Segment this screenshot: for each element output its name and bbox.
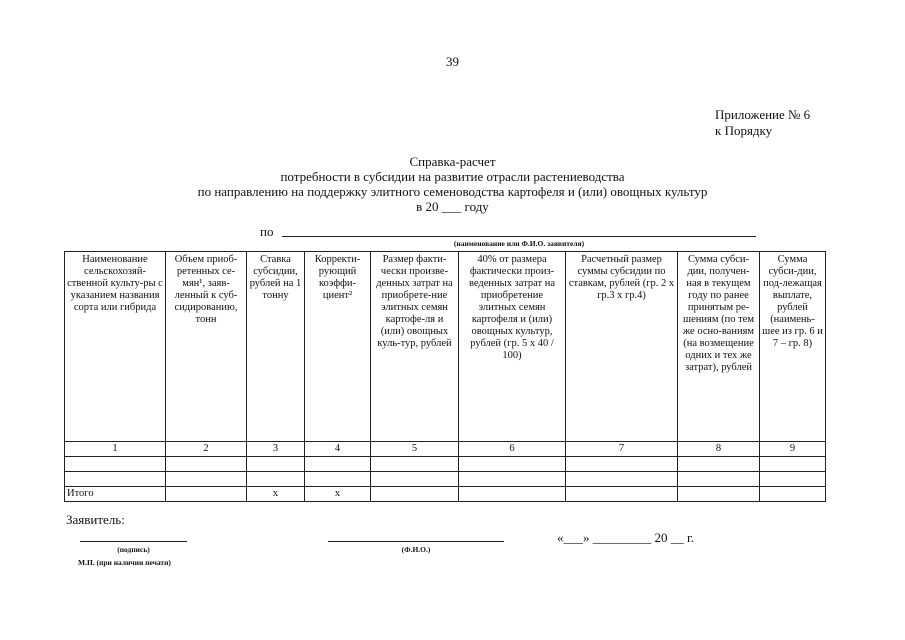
table-header-row: [65, 252, 826, 442]
date-field[interactable]: «___» _________ 20 __ г.: [557, 530, 695, 545]
table-cell[interactable]: [247, 472, 305, 487]
total-cell[interactable]: [371, 487, 459, 502]
total-label: Итого: [65, 487, 166, 502]
header-cell-6: 40% от размера фактически произ-веденных затрат на приобретение элитных семян картофеля и (или) овощных культур, рублей (гр. 5 х 40 / 100): [459, 252, 566, 442]
column-number: 9: [760, 442, 826, 457]
table-cell[interactable]: [371, 457, 459, 472]
applicant-name-field[interactable]: [282, 236, 756, 237]
full-name-field[interactable]: [328, 541, 504, 542]
table-cell[interactable]: [459, 457, 566, 472]
table-cell[interactable]: [166, 472, 247, 487]
total-cell[interactable]: [678, 487, 760, 502]
total-cell[interactable]: [566, 487, 678, 502]
stamp-note: М.П. (при наличии печати): [78, 558, 171, 567]
total-cell[interactable]: [760, 487, 826, 502]
applicant-name-caption: (наименование или Ф.И.О. заявителя): [453, 239, 585, 248]
total-cell[interactable]: [166, 487, 247, 502]
header-cell-3: Ставка субсидии, рублей на 1 тонну: [247, 252, 305, 442]
applicant-label: Заявитель:: [66, 512, 125, 527]
document-title: [0, 154, 905, 214]
column-number: 3: [247, 442, 305, 457]
title-line-1: Справка-расчет: [409, 154, 496, 169]
title-line-4: в 20 ___ году: [416, 199, 489, 214]
table-cell[interactable]: [371, 472, 459, 487]
applicant-prefix: по: [260, 224, 274, 239]
column-number: 7: [566, 442, 678, 457]
column-number: 8: [678, 442, 760, 457]
total-cell[interactable]: [459, 487, 566, 502]
header-cell-9: Сумма субси-дии, под-лежащая выплате, рублей (наимень-шее из гр. 6 и 7 – гр. 8): [760, 252, 826, 442]
table-cell[interactable]: [760, 472, 826, 487]
appendix-reference: [715, 107, 810, 139]
column-number-row: [65, 442, 826, 457]
table-cell[interactable]: [166, 457, 247, 472]
column-number: 2: [166, 442, 247, 457]
appendix-line-1: Приложение № 6: [715, 107, 811, 122]
table-cell[interactable]: [760, 457, 826, 472]
header-cell-8: Сумма субси-дии, получен-ная в текущем году по ранее принятым ре-шениям (по тем же осно-ваниям (на возмещение одних и тех же затрат), рублей: [678, 252, 760, 442]
table-row: [65, 472, 826, 487]
header-cell-7: Расчетный размер суммы субсидии по ставкам, рублей (гр. 2 х гр.3 х гр.4): [566, 252, 678, 442]
full-name-caption: (Ф.И.О.): [401, 545, 431, 554]
table-cell[interactable]: [247, 457, 305, 472]
subsidy-calculation-table: [64, 251, 826, 502]
header-cell-4: Корректи-рующий коэффи-циент²: [305, 252, 371, 442]
total-row: [65, 487, 826, 502]
title-line-3: по направлению на поддержку элитного семеноводства картофеля и (или) овощных культур: [197, 184, 708, 199]
column-number: 5: [371, 442, 459, 457]
table-cell[interactable]: [65, 472, 166, 487]
column-number: 6: [459, 442, 566, 457]
title-line-2: потребности в субсидии на развитие отрасли растениеводства: [280, 169, 625, 184]
column-number: 4: [305, 442, 371, 457]
total-cell-col4: х: [305, 487, 371, 502]
table-cell[interactable]: [678, 457, 760, 472]
table-cell[interactable]: [566, 472, 678, 487]
page-number: 39: [446, 54, 459, 69]
table-cell[interactable]: [566, 457, 678, 472]
signature-caption: (подпись): [117, 545, 150, 554]
signature-field[interactable]: [80, 541, 187, 542]
table-cell[interactable]: [678, 472, 760, 487]
table-cell[interactable]: [459, 472, 566, 487]
appendix-line-2: к Порядку: [715, 123, 773, 138]
header-cell-2: Объем приоб-ретенных се-мян¹, заяв-ленный к суб-сидированию, тонн: [166, 252, 247, 442]
table-row: [65, 457, 826, 472]
column-number: 1: [65, 442, 166, 457]
table-cell[interactable]: [305, 457, 371, 472]
table-cell[interactable]: [65, 457, 166, 472]
table-cell[interactable]: [305, 472, 371, 487]
total-cell-col3: х: [247, 487, 305, 502]
header-cell-1: Наименование сельскохозяй-ственной культу-ры с указанием названия сорта или гибрида: [65, 252, 166, 442]
header-cell-5: Размер факти-чески произве-денных затрат на приобрете-ние элитных семян картофе-ля и (или) овощных куль-тур, рублей: [371, 252, 459, 442]
